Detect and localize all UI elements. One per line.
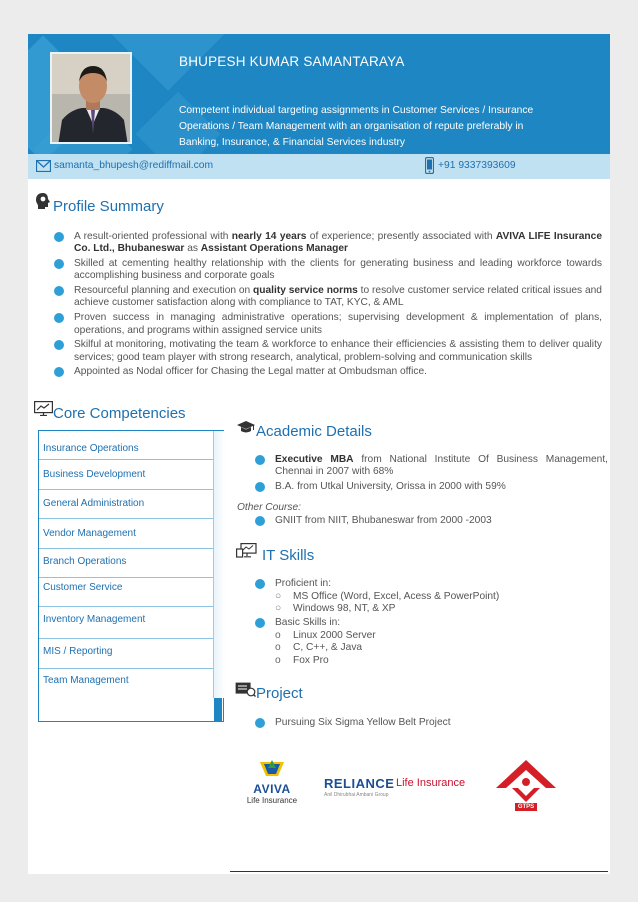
arrow-tab — [213, 639, 225, 669]
list-item: o Fox Pro — [275, 654, 329, 666]
list-item: Branch Operations — [39, 549, 213, 578]
phone-number: +91 9337393609 — [438, 160, 516, 171]
list-item: o Linux 2000 Server — [275, 630, 376, 641]
list-item: Proficient in: — [255, 578, 608, 590]
list-item: Skilful at monitoring, motivating the team & workforce to enhance their efficiencies & assisting them to deliver quality services; good team player with strong research, analytical, problem-solving and communication skills — [54, 339, 602, 364]
other-course-label: Other Course: — [237, 502, 301, 513]
project-document-icon — [235, 682, 256, 697]
list-item: Basic Skills in: — [255, 617, 608, 629]
list-item: Appointed as Nodal officer for Chasing the Legal matter at Ombudsman office. — [54, 366, 602, 378]
proficient-sublist — [255, 591, 608, 616]
list-item: Executive MBA from National Institute Of Business Management, Chennai in 2007 with 68% — [255, 454, 608, 479]
email-link[interactable]: samanta_bhupesh@rediffmail.com — [54, 160, 214, 171]
contact-bar — [28, 154, 610, 179]
list-item: Customer Service — [39, 578, 213, 607]
presentation-board-icon — [34, 401, 53, 416]
envelope-icon — [36, 160, 51, 172]
profile-photo — [50, 52, 132, 144]
user-head-icon — [35, 192, 51, 210]
list-item: Insurance Operations — [39, 431, 213, 460]
project-list — [255, 717, 608, 731]
gtps-logo: GTPS — [494, 758, 558, 812]
academic-details-heading: Academic Details — [256, 423, 372, 440]
mobile-phone-icon — [425, 157, 434, 174]
graduation-cap-icon — [236, 420, 256, 434]
list-item: Pursuing Six Sigma Yellow Belt Project — [255, 717, 608, 729]
core-competencies-heading: Core Competencies — [53, 405, 186, 422]
list-item: Business Development — [39, 460, 213, 490]
arrow-tab — [213, 669, 225, 698]
list-item: GNIIT from NIIT, Bhubaneswar from 2000 -2003 — [255, 515, 608, 527]
academic-list — [255, 454, 608, 495]
career-objective: Competent individual targeting assignments in Customer Services / Insurance Operations / Team Management with an organisation of repute preferably in Banking, Insurance, & Financial Services industry — [179, 105, 534, 148]
project-heading: Project — [256, 685, 303, 702]
list-item: Vendor Management — [39, 519, 213, 549]
core-competencies-list — [38, 430, 224, 722]
arrow-tab — [213, 490, 225, 519]
profile-summary-list — [54, 231, 602, 381]
candidate-name: BHUPESH KUMAR SAMANTARAYA — [179, 54, 405, 69]
basic-sublist — [255, 630, 608, 667]
resume-page — [28, 34, 610, 874]
reliance-logo: RELIANCE Life Insurance Anil Dhirubhai Ambani Group — [324, 776, 466, 798]
list-item: General Administration — [39, 490, 213, 519]
other-course-list — [255, 515, 608, 529]
list-item: A result-oriented professional with nearly 14 years of experience; presently associated with AVIVA LIFE Insurance Co. Ltd., Bhubaneswar as Assistant Operations Manager — [54, 231, 602, 256]
header-banner — [28, 34, 610, 154]
arrow-tab — [213, 549, 225, 578]
footer-rule — [230, 871, 608, 872]
list-item: Skilled at cementing healthy relationship with the clients for generating business and leading workforce towards accomplishing business and corporate goals — [54, 258, 602, 283]
computer-icon — [236, 543, 257, 558]
arrow-tab — [213, 519, 225, 549]
arrow-tab — [213, 431, 225, 460]
list-item: Proven success in managing administrative operations; supervising development & implementation of plans, operations, and programs within assigned service units — [54, 312, 602, 337]
profile-summary-heading: Profile Summary — [53, 198, 164, 215]
list-item: MIS / Reporting — [39, 639, 213, 669]
list-item: Team Management — [43, 675, 129, 686]
list-item: B.A. from Utkal University, Orissa in 2000 with 59% — [255, 481, 608, 493]
arrow-tab — [213, 578, 225, 607]
list-item: ○ MS Office (Word, Excel, Acess & PowerPoint) — [275, 591, 500, 602]
list-item: Inventory Management — [39, 607, 213, 639]
list-item: o C, C++, & Java — [275, 642, 363, 654]
list-item: ○ Windows 98, NT, & XP — [275, 603, 396, 615]
arrow-tab — [213, 607, 225, 639]
aviva-logo: AVIVA Life Insurance — [242, 760, 302, 810]
arrow-tab — [213, 460, 225, 490]
list-item: Resourceful planning and execution on quality service norms to resolve customer service related critical issues and achieve customer satisfaction along with compliance to TAT, KYC, & AML — [54, 285, 602, 310]
it-skills-heading: IT Skills — [262, 547, 315, 564]
